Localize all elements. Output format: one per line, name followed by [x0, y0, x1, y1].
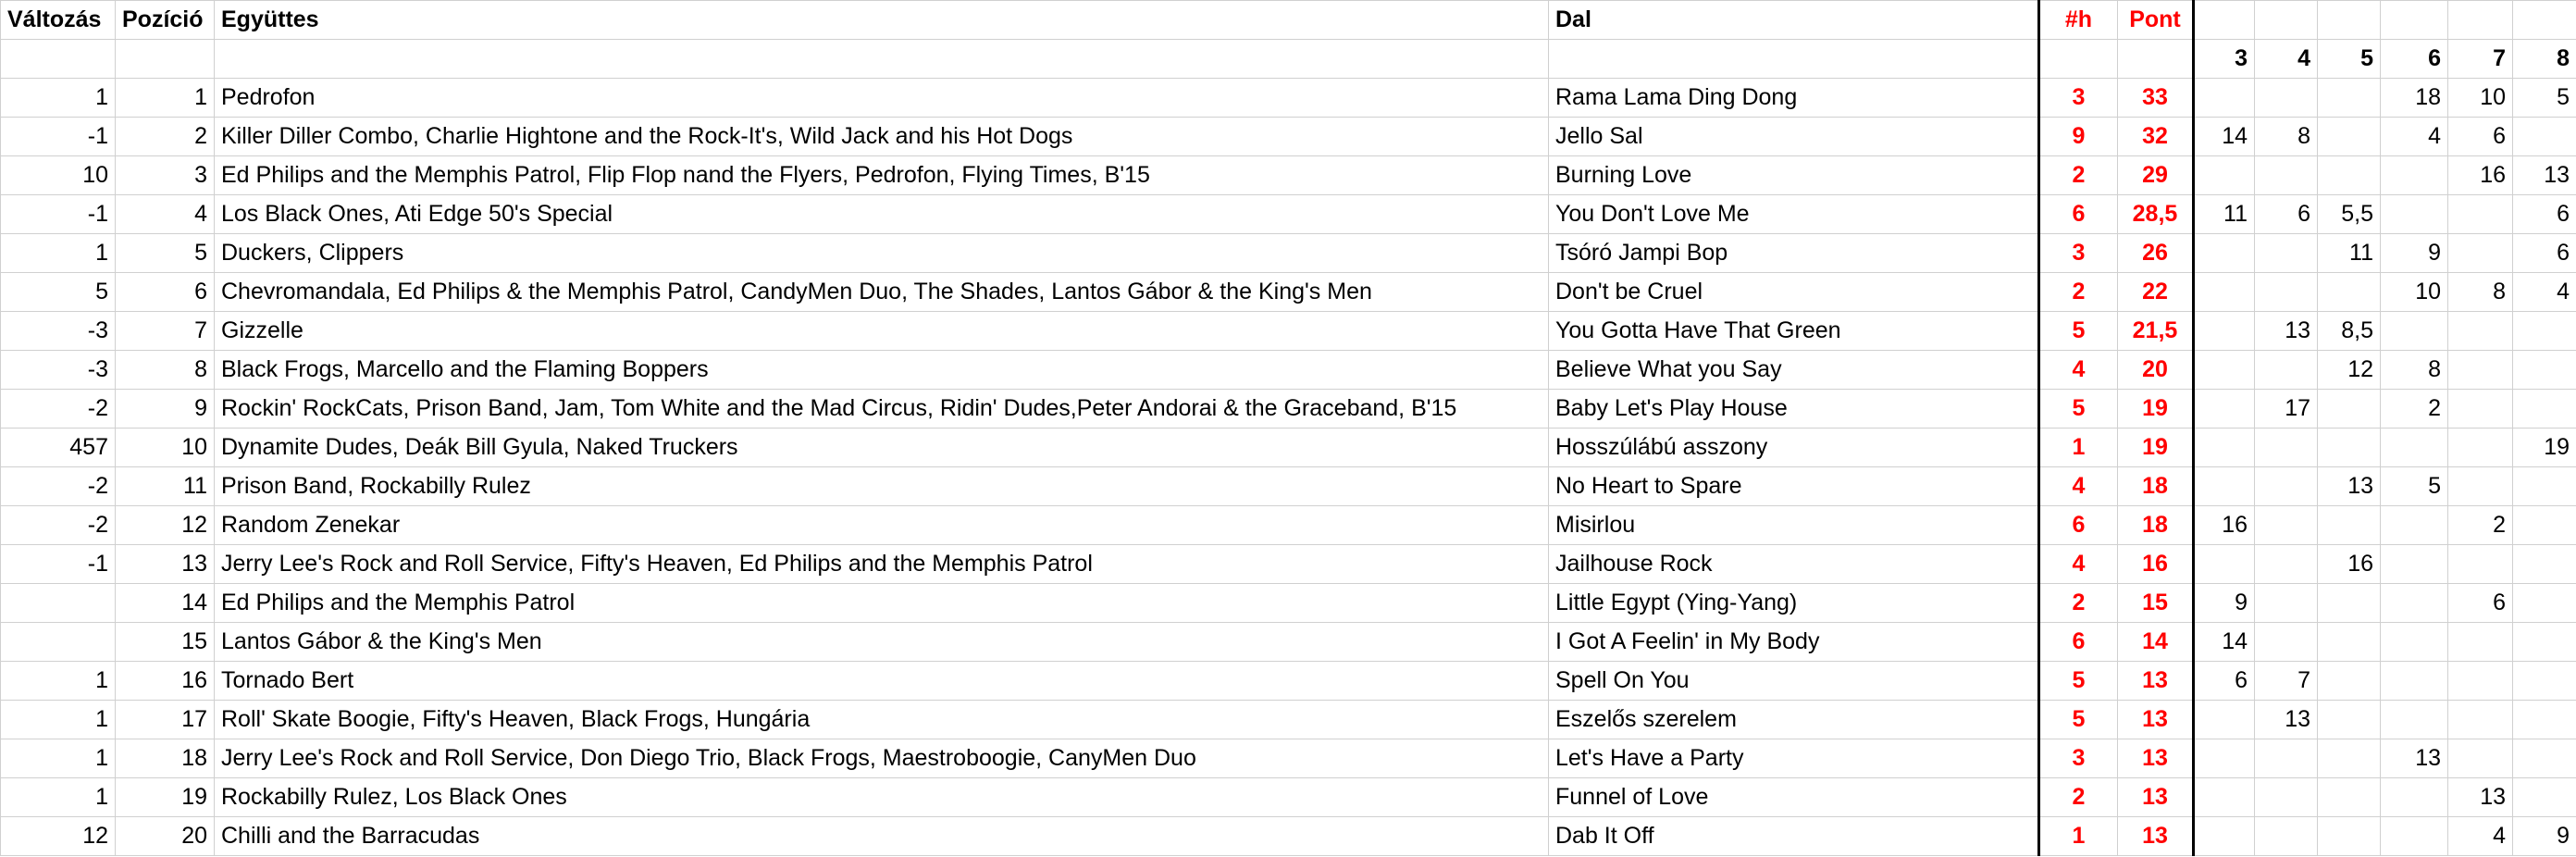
empty-cell[interactable] — [2118, 40, 2194, 79]
cell-count[interactable]: 2 — [2039, 778, 2118, 817]
cell-week-6[interactable]: 4 — [2381, 118, 2448, 156]
cell-week-4[interactable] — [2255, 545, 2318, 584]
cell-week-5[interactable] — [2318, 506, 2381, 545]
cell-change[interactable]: 10 — [1, 156, 116, 195]
table-row — [1, 701, 2576, 739]
cell-week-6[interactable]: 18 — [2381, 79, 2448, 118]
cell-week-3[interactable] — [2194, 79, 2255, 118]
cell-band[interactable]: Gizzelle — [215, 312, 1549, 351]
cell-change[interactable]: 12 — [1, 817, 116, 856]
cell-week-5[interactable]: 13 — [2318, 467, 2381, 506]
cell-week-4[interactable]: 17 — [2255, 390, 2318, 428]
cell-week-8[interactable] — [2513, 662, 2576, 701]
cell-week-4[interactable] — [2255, 623, 2318, 662]
cell-song[interactable]: Misirlou — [1549, 506, 2039, 545]
cell-position[interactable]: 15 — [116, 623, 215, 662]
cell-week-3[interactable] — [2194, 351, 2255, 390]
table-row — [1, 545, 2576, 584]
table-row — [1, 273, 2576, 312]
cell-week-6[interactable] — [2381, 545, 2448, 584]
cell-week-5[interactable] — [2318, 79, 2381, 118]
cell-week-6[interactable] — [2381, 506, 2448, 545]
cell-week-3[interactable] — [2194, 428, 2255, 467]
cell-change[interactable]: -2 — [1, 506, 116, 545]
cell-week-4[interactable] — [2255, 79, 2318, 118]
cell-position[interactable]: 17 — [116, 701, 215, 739]
cell-week-7[interactable] — [2448, 739, 2513, 778]
cell-points[interactable]: 28,5 — [2118, 195, 2194, 234]
cell-week-8[interactable] — [2513, 351, 2576, 390]
cell-week-4[interactable] — [2255, 467, 2318, 506]
table-row — [1, 390, 2576, 428]
cell-song[interactable]: Tsóró Jampi Bop — [1549, 234, 2039, 273]
cell-song[interactable]: You Gotta Have That Green — [1549, 312, 2039, 351]
cell-band[interactable]: Dynamite Dudes, Deák Bill Gyula, Naked Truckers — [215, 428, 1549, 467]
cell-points[interactable]: 15 — [2118, 584, 2194, 623]
cell-week-7[interactable] — [2448, 351, 2513, 390]
cell-week-6[interactable]: 2 — [2381, 390, 2448, 428]
cell-week-5[interactable]: 8,5 — [2318, 312, 2381, 351]
cell-change[interactable]: -3 — [1, 351, 116, 390]
cell-count[interactable]: 3 — [2039, 79, 2118, 118]
cell-week-7[interactable] — [2448, 467, 2513, 506]
cell-count[interactable]: 6 — [2039, 195, 2118, 234]
cell-week-7[interactable] — [2448, 662, 2513, 701]
cell-week-7[interactable]: 2 — [2448, 506, 2513, 545]
cell-song[interactable]: Let's Have a Party — [1549, 739, 2039, 778]
cell-band[interactable]: Lantos Gábor & the King's Men — [215, 623, 1549, 662]
cell-position[interactable]: 8 — [116, 351, 215, 390]
cell-count[interactable]: 5 — [2039, 390, 2118, 428]
cell-count[interactable]: 2 — [2039, 156, 2118, 195]
cell-band[interactable]: Duckers, Clippers — [215, 234, 1549, 273]
cell-week-7[interactable]: 6 — [2448, 118, 2513, 156]
cell-week-5[interactable] — [2318, 662, 2381, 701]
cell-week-7[interactable] — [2448, 390, 2513, 428]
table-row — [1, 623, 2576, 662]
cell-week-3[interactable] — [2194, 778, 2255, 817]
cell-position[interactable]: 11 — [116, 467, 215, 506]
cell-band[interactable]: Roll' Skate Boogie, Fifty's Heaven, Black Frogs, Hungária — [215, 701, 1549, 739]
cell-week-5[interactable] — [2318, 390, 2381, 428]
header-change[interactable]: Változás — [1, 1, 116, 40]
cell-week-4[interactable] — [2255, 351, 2318, 390]
cell-points[interactable]: 18 — [2118, 467, 2194, 506]
cell-points[interactable]: 13 — [2118, 739, 2194, 778]
cell-week-5[interactable]: 16 — [2318, 545, 2381, 584]
table-row — [1, 662, 2576, 701]
cell-position[interactable]: 14 — [116, 584, 215, 623]
cell-change[interactable]: -1 — [1, 195, 116, 234]
empty-cell[interactable] — [116, 40, 215, 79]
cell-change[interactable]: 1 — [1, 701, 116, 739]
cell-week-5[interactable] — [2318, 584, 2381, 623]
cell-count[interactable]: 4 — [2039, 467, 2118, 506]
cell-count[interactable]: 6 — [2039, 506, 2118, 545]
cell-week-5[interactable] — [2318, 623, 2381, 662]
cell-count[interactable]: 5 — [2039, 662, 2118, 701]
cell-week-8[interactable] — [2513, 118, 2576, 156]
cell-week-6[interactable]: 9 — [2381, 234, 2448, 273]
cell-week-5[interactable] — [2318, 118, 2381, 156]
cell-count[interactable]: 3 — [2039, 234, 2118, 273]
table-row — [1, 778, 2576, 817]
cell-count[interactable]: 4 — [2039, 545, 2118, 584]
cell-week-4[interactable]: 13 — [2255, 312, 2318, 351]
cell-week-7[interactable]: 4 — [2448, 817, 2513, 856]
cell-week-8[interactable]: 4 — [2513, 273, 2576, 312]
cell-song[interactable]: Hosszúlábú asszony — [1549, 428, 2039, 467]
cell-band[interactable]: Rockin' RockCats, Prison Band, Jam, Tom White and the Mad Circus, Ridin' Dudes,Peter Andorai & the Graceband, B'15 — [215, 390, 1549, 428]
cell-week-8[interactable] — [2513, 701, 2576, 739]
cell-song[interactable]: Rama Lama Ding Dong — [1549, 79, 2039, 118]
cell-change[interactable]: -2 — [1, 390, 116, 428]
cell-week-3[interactable] — [2194, 273, 2255, 312]
cell-points[interactable]: 21,5 — [2118, 312, 2194, 351]
cell-points[interactable]: 19 — [2118, 390, 2194, 428]
header-position[interactable]: Pozíció — [116, 1, 215, 40]
cell-week-5[interactable] — [2318, 701, 2381, 739]
cell-position[interactable]: 18 — [116, 739, 215, 778]
cell-week-3[interactable]: 16 — [2194, 506, 2255, 545]
cell-change[interactable]: -3 — [1, 312, 116, 351]
cell-week-8[interactable]: 19 — [2513, 428, 2576, 467]
cell-week-8[interactable] — [2513, 623, 2576, 662]
cell-week-7[interactable] — [2448, 701, 2513, 739]
cell-change[interactable] — [1, 623, 116, 662]
cell-week-3[interactable] — [2194, 156, 2255, 195]
cell-week-4[interactable] — [2255, 778, 2318, 817]
cell-band[interactable]: Ed Philips and the Memphis Patrol, Flip Flop nand the Flyers, Pedrofon, Flying Times, B'15 — [215, 156, 1549, 195]
cell-position[interactable]: 7 — [116, 312, 215, 351]
cell-week-6[interactable] — [2381, 662, 2448, 701]
cell-song[interactable]: Believe What you Say — [1549, 351, 2039, 390]
cell-change[interactable]: -2 — [1, 467, 116, 506]
cell-week-7[interactable]: 8 — [2448, 273, 2513, 312]
cell-week-6[interactable] — [2381, 195, 2448, 234]
cell-week-8[interactable]: 5 — [2513, 79, 2576, 118]
cell-week-4[interactable] — [2255, 817, 2318, 856]
cell-week-5[interactable] — [2318, 156, 2381, 195]
cell-change[interactable]: 1 — [1, 234, 116, 273]
cell-position[interactable]: 6 — [116, 273, 215, 312]
cell-week-6[interactable] — [2381, 778, 2448, 817]
header-song[interactable]: Dal — [1549, 1, 2039, 40]
cell-band[interactable]: Chilli and the Barracudas — [215, 817, 1549, 856]
cell-week-8[interactable] — [2513, 545, 2576, 584]
cell-week-7[interactable] — [2448, 312, 2513, 351]
cell-week-4[interactable] — [2255, 156, 2318, 195]
cell-week-8[interactable] — [2513, 778, 2576, 817]
cell-week-4[interactable] — [2255, 234, 2318, 273]
cell-position[interactable]: 9 — [116, 390, 215, 428]
cell-week-8[interactable] — [2513, 390, 2576, 428]
cell-week-4[interactable]: 8 — [2255, 118, 2318, 156]
cell-week-3[interactable] — [2194, 312, 2255, 351]
cell-week-7[interactable] — [2448, 195, 2513, 234]
cell-week-5[interactable]: 11 — [2318, 234, 2381, 273]
cell-week-3[interactable]: 14 — [2194, 623, 2255, 662]
cell-song[interactable]: Jailhouse Rock — [1549, 545, 2039, 584]
cell-week-3[interactable] — [2194, 390, 2255, 428]
header-empty-cell[interactable] — [2513, 1, 2576, 40]
cell-points[interactable]: 32 — [2118, 118, 2194, 156]
table-row — [1, 506, 2576, 545]
cell-position[interactable]: 19 — [116, 778, 215, 817]
table-row — [1, 739, 2576, 778]
cell-week-5[interactable] — [2318, 817, 2381, 856]
cell-change[interactable]: -1 — [1, 118, 116, 156]
cell-week-3[interactable]: 9 — [2194, 584, 2255, 623]
cell-position[interactable]: 5 — [116, 234, 215, 273]
cell-position[interactable]: 13 — [116, 545, 215, 584]
cell-song[interactable]: Dab It Off — [1549, 817, 2039, 856]
cell-band[interactable]: Random Zenekar — [215, 506, 1549, 545]
cell-song[interactable]: Eszelős szerelem — [1549, 701, 2039, 739]
cell-change[interactable]: 5 — [1, 273, 116, 312]
cell-week-3[interactable]: 11 — [2194, 195, 2255, 234]
cell-week-8[interactable] — [2513, 312, 2576, 351]
table-row — [1, 79, 2576, 118]
cell-week-7[interactable]: 6 — [2448, 584, 2513, 623]
cell-week-4[interactable] — [2255, 584, 2318, 623]
cell-band[interactable]: Killer Diller Combo, Charlie Hightone and the Rock-It's, Wild Jack and his Hot Dogs — [215, 118, 1549, 156]
cell-change[interactable]: -1 — [1, 545, 116, 584]
table-body — [1, 1, 2576, 856]
table-row — [1, 351, 2576, 390]
table-row — [1, 584, 2576, 623]
empty-cell[interactable] — [215, 40, 1549, 79]
cell-song[interactable]: I Got A Feelin' in My Body — [1549, 623, 2039, 662]
table-row — [1, 234, 2576, 273]
cell-position[interactable]: 10 — [116, 428, 215, 467]
cell-band[interactable]: Black Frogs, Marcello and the Flaming Boppers — [215, 351, 1549, 390]
cell-points[interactable]: 13 — [2118, 701, 2194, 739]
cell-week-7[interactable]: 13 — [2448, 778, 2513, 817]
cell-band[interactable]: Prison Band, Rockabilly Rulez — [215, 467, 1549, 506]
cell-points[interactable]: 13 — [2118, 817, 2194, 856]
cell-week-8[interactable]: 6 — [2513, 234, 2576, 273]
cell-position[interactable]: 16 — [116, 662, 215, 701]
cell-points[interactable]: 18 — [2118, 506, 2194, 545]
cell-position[interactable]: 4 — [116, 195, 215, 234]
cell-points[interactable]: 16 — [2118, 545, 2194, 584]
header-empty-cell[interactable] — [2194, 1, 2255, 40]
cell-week-7[interactable]: 10 — [2448, 79, 2513, 118]
week-header-7[interactable]: 7 — [2448, 40, 2513, 79]
cell-points[interactable]: 13 — [2118, 778, 2194, 817]
cell-week-6[interactable]: 13 — [2381, 739, 2448, 778]
cell-change[interactable]: 1 — [1, 79, 116, 118]
cell-week-3[interactable] — [2194, 817, 2255, 856]
cell-position[interactable]: 3 — [116, 156, 215, 195]
cell-week-4[interactable]: 13 — [2255, 701, 2318, 739]
cell-week-4[interactable] — [2255, 428, 2318, 467]
cell-band[interactable]: Rockabilly Rulez, Los Black Ones — [215, 778, 1549, 817]
cell-song[interactable]: You Don't Love Me — [1549, 195, 2039, 234]
cell-count[interactable]: 1 — [2039, 817, 2118, 856]
cell-week-5[interactable] — [2318, 428, 2381, 467]
cell-song[interactable]: No Heart to Spare — [1549, 467, 2039, 506]
cell-week-4[interactable] — [2255, 506, 2318, 545]
cell-week-3[interactable] — [2194, 234, 2255, 273]
week-header-5[interactable]: 5 — [2318, 40, 2381, 79]
cell-count[interactable]: 2 — [2039, 584, 2118, 623]
cell-week-5[interactable] — [2318, 273, 2381, 312]
cell-band[interactable]: Chevromandala, Ed Philips & the Memphis Patrol, CandyMen Duo, The Shades, Lantos Gábor & the King's Men — [215, 273, 1549, 312]
cell-week-6[interactable] — [2381, 623, 2448, 662]
cell-week-6[interactable]: 5 — [2381, 467, 2448, 506]
cell-week-4[interactable] — [2255, 739, 2318, 778]
week-header-6[interactable]: 6 — [2381, 40, 2448, 79]
header-empty-cell[interactable] — [2318, 1, 2381, 40]
header-empty-cell[interactable] — [2255, 1, 2318, 40]
cell-week-6[interactable] — [2381, 312, 2448, 351]
cell-change[interactable]: 1 — [1, 739, 116, 778]
header-points[interactable]: Pont — [2118, 1, 2194, 40]
cell-week-6[interactable] — [2381, 156, 2448, 195]
cell-week-6[interactable] — [2381, 584, 2448, 623]
cell-week-8[interactable] — [2513, 506, 2576, 545]
cell-change[interactable]: 1 — [1, 778, 116, 817]
cell-week-7[interactable] — [2448, 623, 2513, 662]
cell-song[interactable]: Jello Sal — [1549, 118, 2039, 156]
header-empty-cell[interactable] — [2448, 1, 2513, 40]
cell-week-5[interactable] — [2318, 778, 2381, 817]
cell-week-3[interactable]: 6 — [2194, 662, 2255, 701]
week-header-3[interactable]: 3 — [2194, 40, 2255, 79]
cell-points[interactable]: 14 — [2118, 623, 2194, 662]
cell-count[interactable]: 3 — [2039, 739, 2118, 778]
cell-week-8[interactable] — [2513, 739, 2576, 778]
cell-song[interactable]: Funnel of Love — [1549, 778, 2039, 817]
cell-week-6[interactable] — [2381, 701, 2448, 739]
week-header-4[interactable]: 4 — [2255, 40, 2318, 79]
table-row — [1, 118, 2576, 156]
cell-band[interactable]: Tornado Bert — [215, 662, 1549, 701]
cell-week-6[interactable]: 8 — [2381, 351, 2448, 390]
cell-song[interactable]: Don't be Cruel — [1549, 273, 2039, 312]
cell-week-3[interactable]: 14 — [2194, 118, 2255, 156]
cell-band[interactable]: Ed Philips and the Memphis Patrol — [215, 584, 1549, 623]
empty-cell[interactable] — [1, 40, 116, 79]
cell-week-3[interactable] — [2194, 701, 2255, 739]
cell-change[interactable]: 1 — [1, 662, 116, 701]
cell-band[interactable]: Pedrofon — [215, 79, 1549, 118]
cell-week-7[interactable] — [2448, 234, 2513, 273]
cell-position[interactable]: 1 — [116, 79, 215, 118]
cell-count[interactable]: 9 — [2039, 118, 2118, 156]
cell-band[interactable]: Los Black Ones, Ati Edge 50's Special — [215, 195, 1549, 234]
cell-week-7[interactable]: 16 — [2448, 156, 2513, 195]
cell-week-8[interactable] — [2513, 584, 2576, 623]
table-row — [1, 817, 2576, 856]
cell-week-3[interactable] — [2194, 467, 2255, 506]
table-row — [1, 156, 2576, 195]
cell-week-5[interactable] — [2318, 739, 2381, 778]
empty-cell[interactable] — [2039, 40, 2118, 79]
cell-points[interactable]: 22 — [2118, 273, 2194, 312]
cell-song[interactable]: Burning Love — [1549, 156, 2039, 195]
cell-change[interactable] — [1, 584, 116, 623]
cell-week-7[interactable] — [2448, 545, 2513, 584]
header-empty-cell[interactable] — [2381, 1, 2448, 40]
cell-week-8[interactable]: 13 — [2513, 156, 2576, 195]
table-row — [1, 428, 2576, 467]
cell-song[interactable]: Little Egypt (Ying-Yang) — [1549, 584, 2039, 623]
cell-song[interactable]: Spell On You — [1549, 662, 2039, 701]
cell-points[interactable]: 29 — [2118, 156, 2194, 195]
cell-week-4[interactable]: 6 — [2255, 195, 2318, 234]
cell-change[interactable]: 457 — [1, 428, 116, 467]
cell-band[interactable]: Jerry Lee's Rock and Roll Service, Fifty's Heaven, Ed Philips and the Memphis Patrol — [215, 545, 1549, 584]
table-row — [1, 312, 2576, 351]
cell-week-6[interactable] — [2381, 817, 2448, 856]
cell-position[interactable]: 12 — [116, 506, 215, 545]
cell-week-5[interactable]: 12 — [2318, 351, 2381, 390]
cell-week-8[interactable]: 6 — [2513, 195, 2576, 234]
table-row — [1, 467, 2576, 506]
empty-cell[interactable] — [1549, 40, 2039, 79]
cell-week-4[interactable]: 7 — [2255, 662, 2318, 701]
cell-position[interactable]: 2 — [116, 118, 215, 156]
cell-week-6[interactable] — [2381, 428, 2448, 467]
cell-count[interactable]: 4 — [2039, 351, 2118, 390]
cell-song[interactable]: Baby Let's Play House — [1549, 390, 2039, 428]
cell-points[interactable]: 26 — [2118, 234, 2194, 273]
cell-week-8[interactable]: 9 — [2513, 817, 2576, 856]
cell-count[interactable]: 5 — [2039, 701, 2118, 739]
cell-week-4[interactable] — [2255, 273, 2318, 312]
cell-week-6[interactable]: 10 — [2381, 273, 2448, 312]
cell-count[interactable]: 2 — [2039, 273, 2118, 312]
cell-points[interactable]: 20 — [2118, 351, 2194, 390]
cell-count[interactable]: 5 — [2039, 312, 2118, 351]
cell-count[interactable]: 1 — [2039, 428, 2118, 467]
header-band[interactable]: Együttes — [215, 1, 1549, 40]
week-header-row — [1, 40, 2576, 79]
cell-position[interactable]: 20 — [116, 817, 215, 856]
cell-count[interactable]: 6 — [2039, 623, 2118, 662]
cell-points[interactable]: 33 — [2118, 79, 2194, 118]
header-count[interactable]: #h — [2039, 1, 2118, 40]
cell-band[interactable]: Jerry Lee's Rock and Roll Service, Don Diego Trio, Black Frogs, Maestroboogie, CanyMen Duo — [215, 739, 1549, 778]
cell-week-5[interactable]: 5,5 — [2318, 195, 2381, 234]
week-header-8[interactable]: 8 — [2513, 40, 2576, 79]
table-row — [1, 195, 2576, 234]
cell-week-3[interactable] — [2194, 739, 2255, 778]
cell-points[interactable]: 19 — [2118, 428, 2194, 467]
cell-week-8[interactable] — [2513, 467, 2576, 506]
header-row — [1, 1, 2576, 40]
cell-points[interactable]: 13 — [2118, 662, 2194, 701]
cell-week-7[interactable] — [2448, 428, 2513, 467]
cell-week-3[interactable] — [2194, 545, 2255, 584]
